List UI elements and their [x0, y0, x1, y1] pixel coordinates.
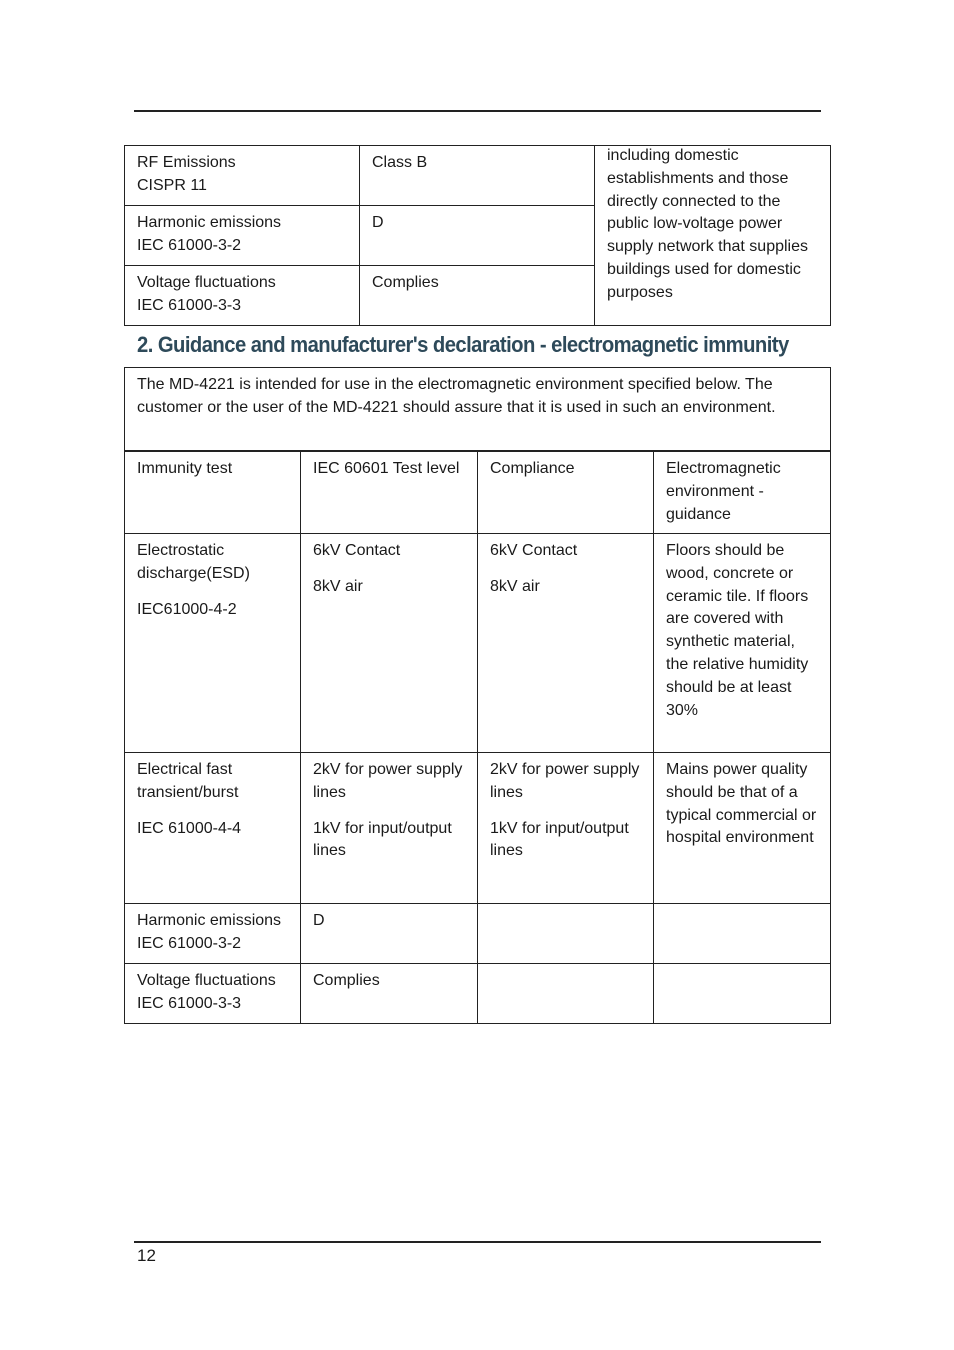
header-rule — [134, 110, 821, 112]
compliance-cell: 6kV Contact 8kV air — [478, 534, 654, 753]
emission-test-cell: Voltage fluctuations IEC 61000-3-3 — [125, 266, 360, 326]
table-row — [125, 534, 831, 753]
guidance-cell — [654, 904, 831, 964]
immunity-test-cell: Voltage fluctuations IEC 61000-3-3 — [125, 964, 301, 1024]
immunity-test-cell: Harmonic emissions IEC 61000-3-2 — [125, 904, 301, 964]
immunity-table — [124, 367, 831, 1024]
table-row — [125, 368, 831, 452]
table-row — [125, 964, 831, 1024]
intro-cell: The MD-4221 is intended for use in the electromagnetic environment specified below. The customer or the user of the MD-4221 should assure that it is used in such an environment. — [125, 368, 831, 452]
column-header: Immunity test — [125, 451, 301, 534]
guidance-cell — [654, 964, 831, 1024]
page-number: 12 — [137, 1246, 156, 1265]
emission-test-cell: RF Emissions CISPR 11 — [125, 146, 360, 206]
column-header: Compliance — [478, 451, 654, 534]
table-row — [125, 753, 831, 904]
table-row — [125, 146, 831, 206]
emission-test-cell: Harmonic emissions IEC 61000-3-2 — [125, 206, 360, 266]
immunity-test-cell: Electrical fast transient/burst IEC 61000-4-4 — [125, 753, 301, 904]
column-header: IEC 60601 Test level — [301, 451, 478, 534]
table-row — [125, 904, 831, 964]
test-level-cell: 6kV Contact 8kV air — [301, 534, 478, 753]
section-heading: 2. Guidance and manufacturer's declaration - electromagnetic immunity — [137, 332, 789, 357]
footer-rule — [134, 1241, 821, 1243]
compliance-cell: 2kV for power supply lines 1kV for input/output lines — [478, 753, 654, 904]
compliance-cell — [478, 964, 654, 1024]
immunity-test-cell: Electrostatic discharge(ESD) IEC61000-4-2 — [125, 534, 301, 753]
emission-compliance-cell: Complies — [360, 266, 595, 326]
emission-compliance-cell: Class B — [360, 146, 595, 206]
test-level-cell: 2kV for power supply lines 1kV for input/output lines — [301, 753, 478, 904]
guidance-cell: Mains power quality should be that of a typical commercial or hospital environment — [654, 753, 831, 904]
compliance-cell — [478, 904, 654, 964]
emission-environment-cell: including domestic establishments and those directly connected to the public low-voltage power supply network that supplies buildings used for domestic purposes — [595, 146, 831, 326]
test-level-cell: Complies — [301, 964, 478, 1024]
column-header: Electromagnetic environment -guidance — [654, 451, 831, 534]
test-level-cell: D — [301, 904, 478, 964]
emissions-table — [124, 145, 831, 326]
emission-compliance-cell: D — [360, 206, 595, 266]
guidance-cell: Floors should be wood, concrete or ceramic tile. If floors are covered with synthetic material, the relative humidity should be at least 30% — [654, 534, 831, 753]
table-header-row — [125, 451, 831, 534]
